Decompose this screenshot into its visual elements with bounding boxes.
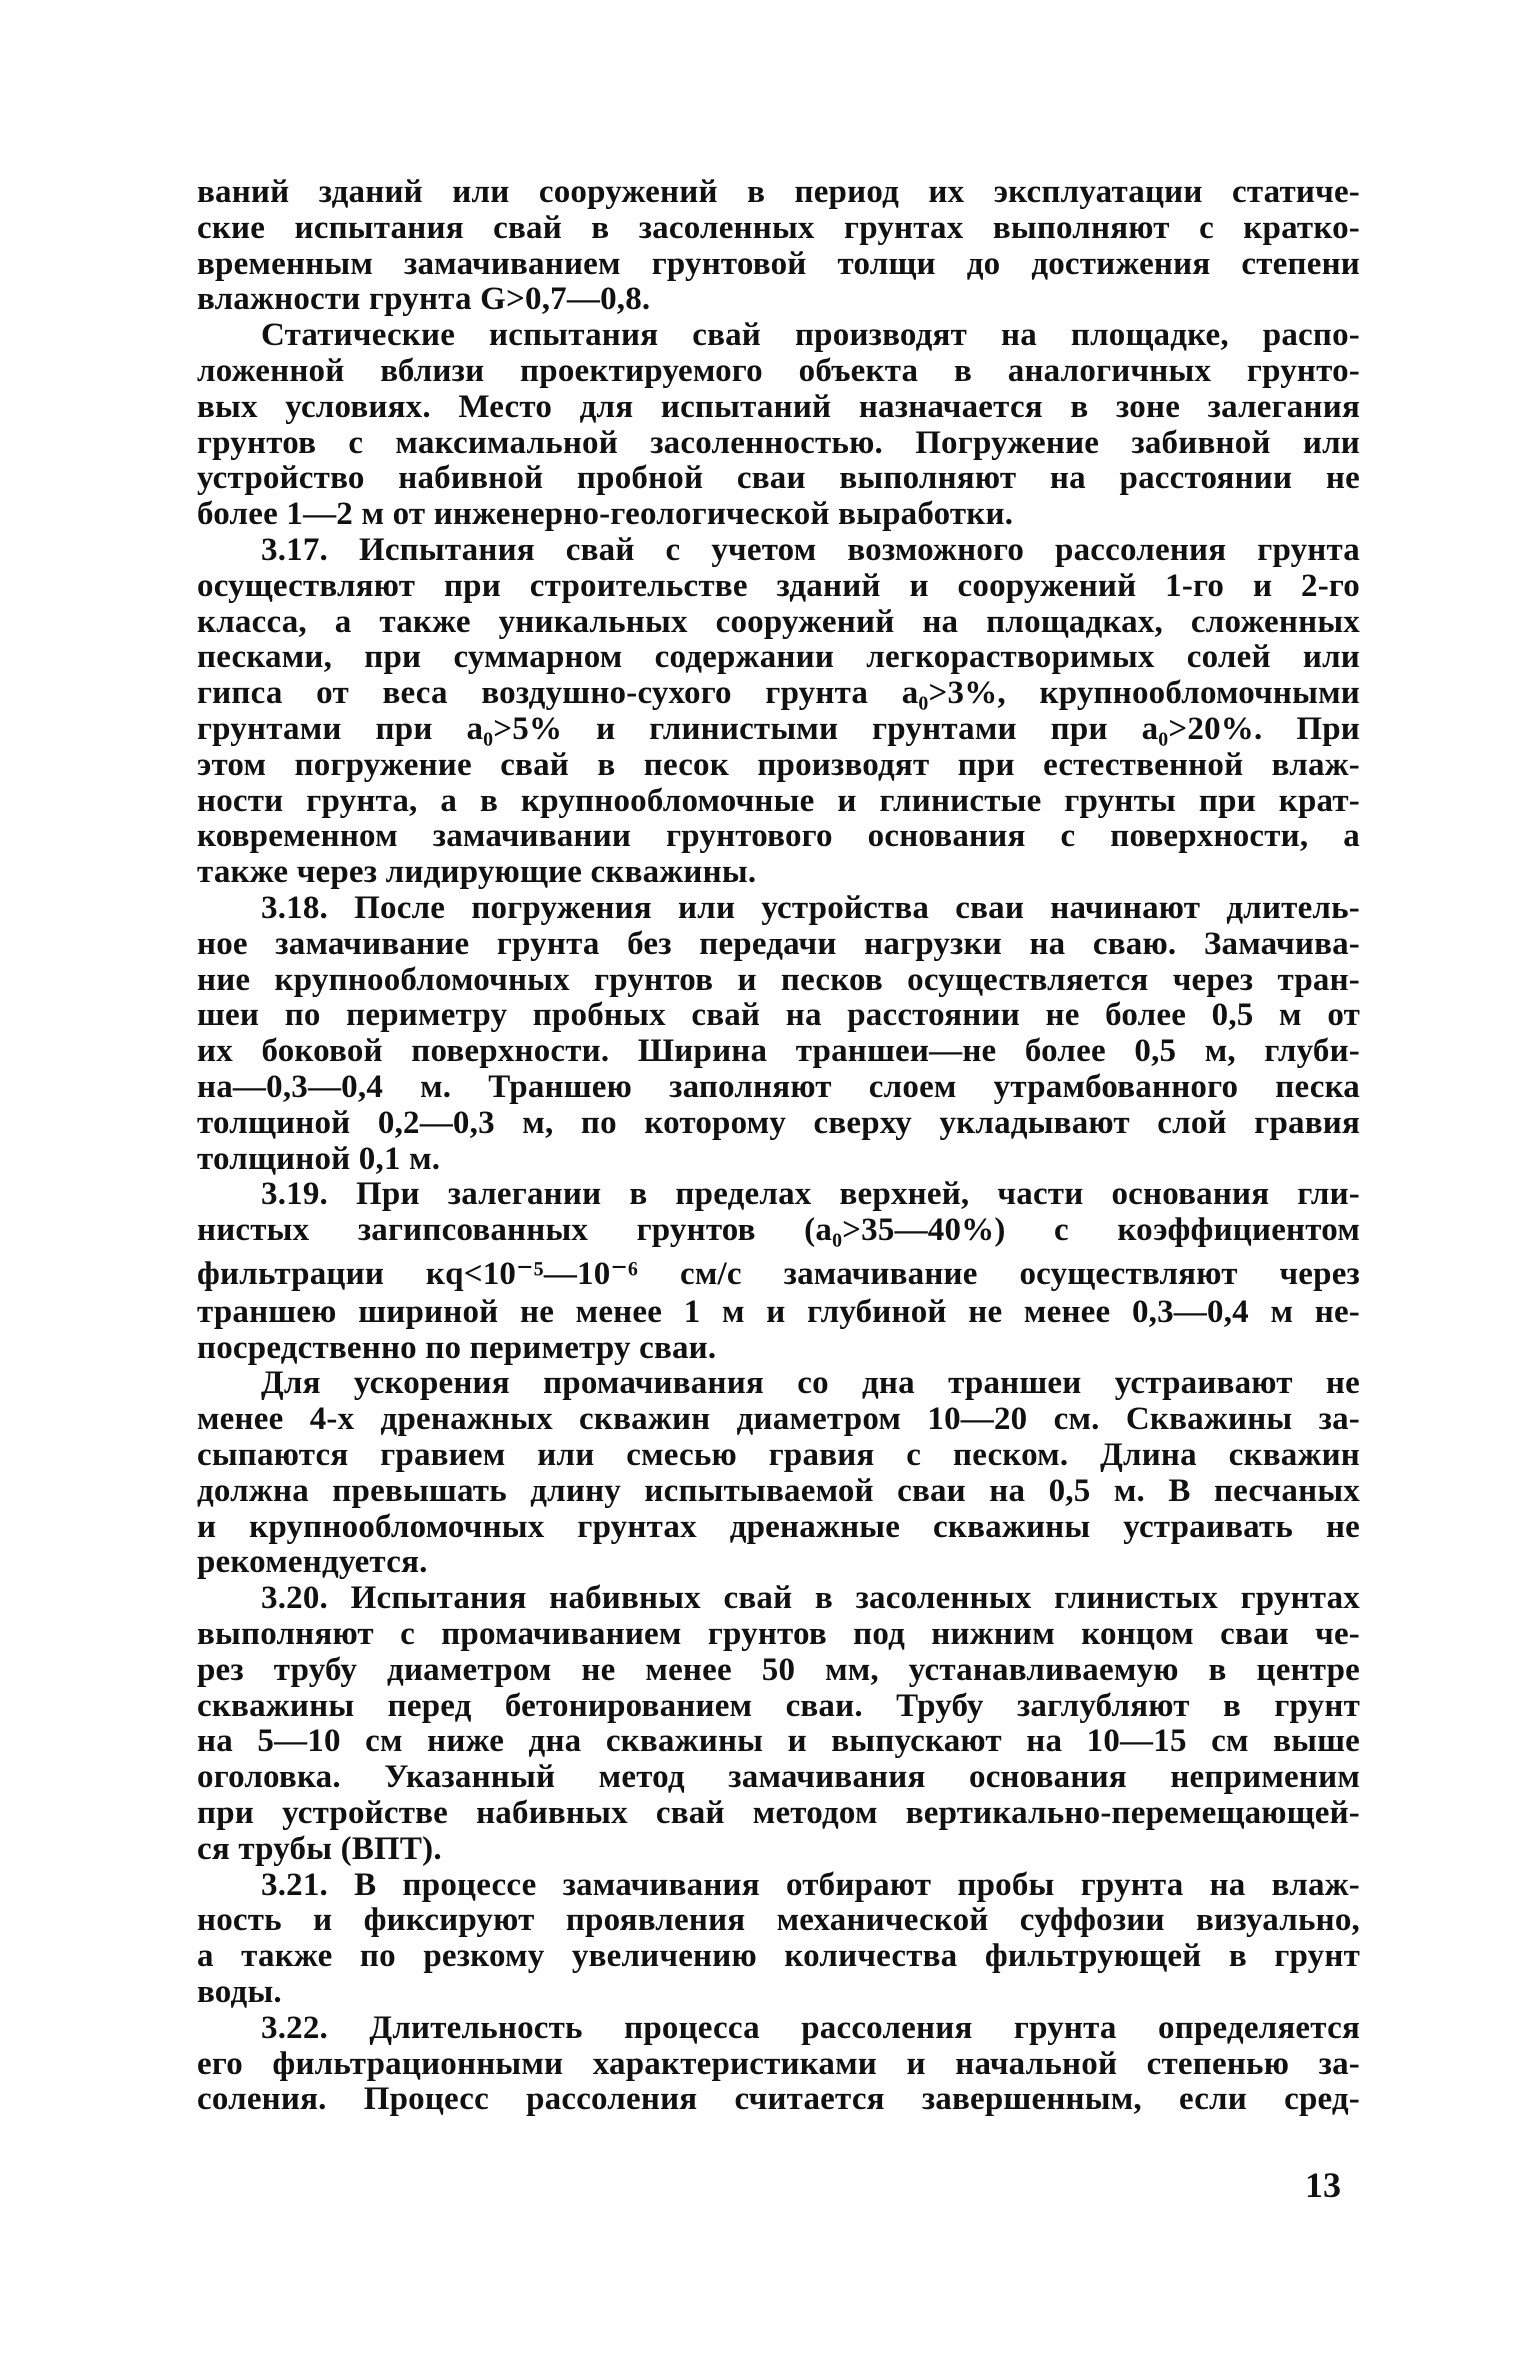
paragraph-first-line: ваний зданий или сооружений в период их эксплуатации статиче-: [197, 174, 1360, 210]
text-line: устройство набивной пробной сваи выполняют на расстоянии не: [197, 460, 1360, 497]
text-line: ся трубы (ВПТ).: [197, 1830, 442, 1867]
text-line: шеи по периметру пробных свай на расстоянии не более 0,5 м от: [197, 997, 1360, 1034]
paragraph-first-line: 3.21. В процессе замачивания отбирают пробы грунта на влаж-: [261, 1866, 1360, 1903]
text-line: сыпаются гравием или смесью гравия с песком. Длина скважин: [197, 1437, 1360, 1473]
text-line: грунтов с максимальной засоленностью. Погружение забивной или: [197, 424, 1360, 461]
text-line: а также по резкому увеличению количества фильтрующей в грунт: [197, 1938, 1360, 1975]
text-line: более 1—2 м от инженерно-геологической выработки.: [197, 496, 1014, 533]
text-line: ное замачивание грунта без передачи нагрузки на сваю. Замачива-: [197, 925, 1360, 962]
paragraph-first-line: Для ускорения промачивания со дна траншеи устраивают не: [261, 1365, 1360, 1402]
text-line: на 5—10 см ниже дна скважины и выпускают на 10—15 см выше: [197, 1723, 1360, 1760]
text-line: гипса от веса воздушно-сухого грунта a₀>3%, крупнообломочными: [197, 675, 1360, 712]
text-line: ность и фиксируют проявления механической суффозии визуально,: [197, 1902, 1360, 1939]
paragraph-first-line: Статические испытания свай производят на площадке, распо-: [261, 317, 1360, 354]
text-line: и крупнообломочных грунтах дренажные скважины устраивать не: [197, 1508, 1360, 1545]
text-line: ложенной вблизи проектируемого объекта в аналогичных грунто-: [197, 353, 1360, 389]
text-line: оголовка. Указанный метод замачивания основания неприменим: [197, 1759, 1360, 1796]
text-line: этом погружение свай в песок производят при естественной влаж-: [197, 746, 1360, 783]
text-line: ние крупнообломочных грунтов и песков осуществляется через тран-: [197, 961, 1360, 998]
text-line: класса, а также уникальных сооружений на площадках, сложенных: [197, 603, 1360, 640]
text-line: временным замачиванием грунтовой толщи до достижения степени: [197, 245, 1360, 282]
text-line: фильтрации кq<10⁻⁵—10⁻⁶ см/с замачивание осуществляют через: [197, 1256, 1360, 1292]
text-line: должна превышать длину испытываемой сваи на 0,5 м. В песчаных: [197, 1472, 1360, 1509]
text-line: при устройстве набивных свай методом вертикально-перемещающей-: [197, 1795, 1360, 1831]
text-line: рекомендуется.: [197, 1544, 428, 1581]
paragraph-first-line: 3.22. Длительность процесса рассоления грунта определяется: [261, 2009, 1360, 2046]
text-line: нистых загипсованных грунтов (a₀>35—40%) с коэффициентом: [197, 1212, 1360, 1249]
text-line: их боковой поверхности. Ширина траншеи—не более 0,5 м, глуби-: [197, 1033, 1360, 1070]
text-line: рез трубу диаметром не менее 50 мм, устанавливаемую в центре: [197, 1651, 1360, 1688]
text-line: менее 4-х дренажных скважин диаметром 10—20 см. Скважины за-: [197, 1401, 1360, 1438]
paragraph-first-line: 3.19. При залегании в пределах верхней, части основания гли-: [261, 1176, 1360, 1213]
text-line: выполняют с промачиванием грунтов под нижним концом сваи че-: [197, 1616, 1360, 1652]
text-line: его фильтрационными характеристиками и начальной степенью за-: [197, 2045, 1360, 2082]
text-line: ности грунта, а в крупнообломочные и глинистые грунты при крат-: [197, 782, 1360, 819]
text-line: ские испытания свай в засоленных грунтах выполняют с кратко-: [197, 209, 1360, 246]
paragraph-first-line: 3.18. После погружения или устройства сваи начинают длитель-: [261, 890, 1360, 926]
text-line: влажности грунта G>0,7—0,8.: [197, 281, 651, 318]
text-line: траншею шириной не менее 1 м и глубиной не менее 0,3—0,4 м не-: [197, 1293, 1360, 1330]
text-line: соления. Процесс рассоления считается завершенным, если сред-: [197, 2081, 1360, 2118]
page-number: 13: [1305, 2165, 1341, 2205]
text-line: скважины перед бетонированием сваи. Трубу заглубляют в грунт: [197, 1687, 1360, 1724]
text-line: воды.: [197, 1974, 282, 2010]
text-line: на—0,3—0,4 м. Траншею заполняют слоем утрамбованного песка: [197, 1069, 1360, 1105]
paragraph-first-line: 3.17. Испытания свай с учетом возможного рассоления грунта: [261, 532, 1360, 568]
text-line: толщиной 0,1 м.: [197, 1140, 441, 1177]
text-line: вых условиях. Место для испытаний назначается в зоне залегания: [197, 388, 1360, 425]
text-line: также через лидирующие скважины.: [197, 854, 757, 891]
text-line: осуществляют при строительстве зданий и сооружений 1-го и 2-го: [197, 567, 1360, 604]
text-line: песками, при суммарном содержании легкорастворимых солей или: [197, 639, 1360, 676]
text-line: посредственно по периметру сваи.: [197, 1329, 717, 1366]
text-line: толщиной 0,2—0,3 м, по которому сверху укладывают слой гравия: [197, 1104, 1360, 1141]
paragraph-first-line: 3.20. Испытания набивных свай в засоленных глинистых грунтах: [261, 1580, 1360, 1617]
text-line: ковременном замачивании грунтового основания с поверхности, а: [197, 818, 1360, 855]
text-line: грунтами при a₀>5% и глинистыми грунтами при a₀>20%. При: [197, 711, 1360, 747]
